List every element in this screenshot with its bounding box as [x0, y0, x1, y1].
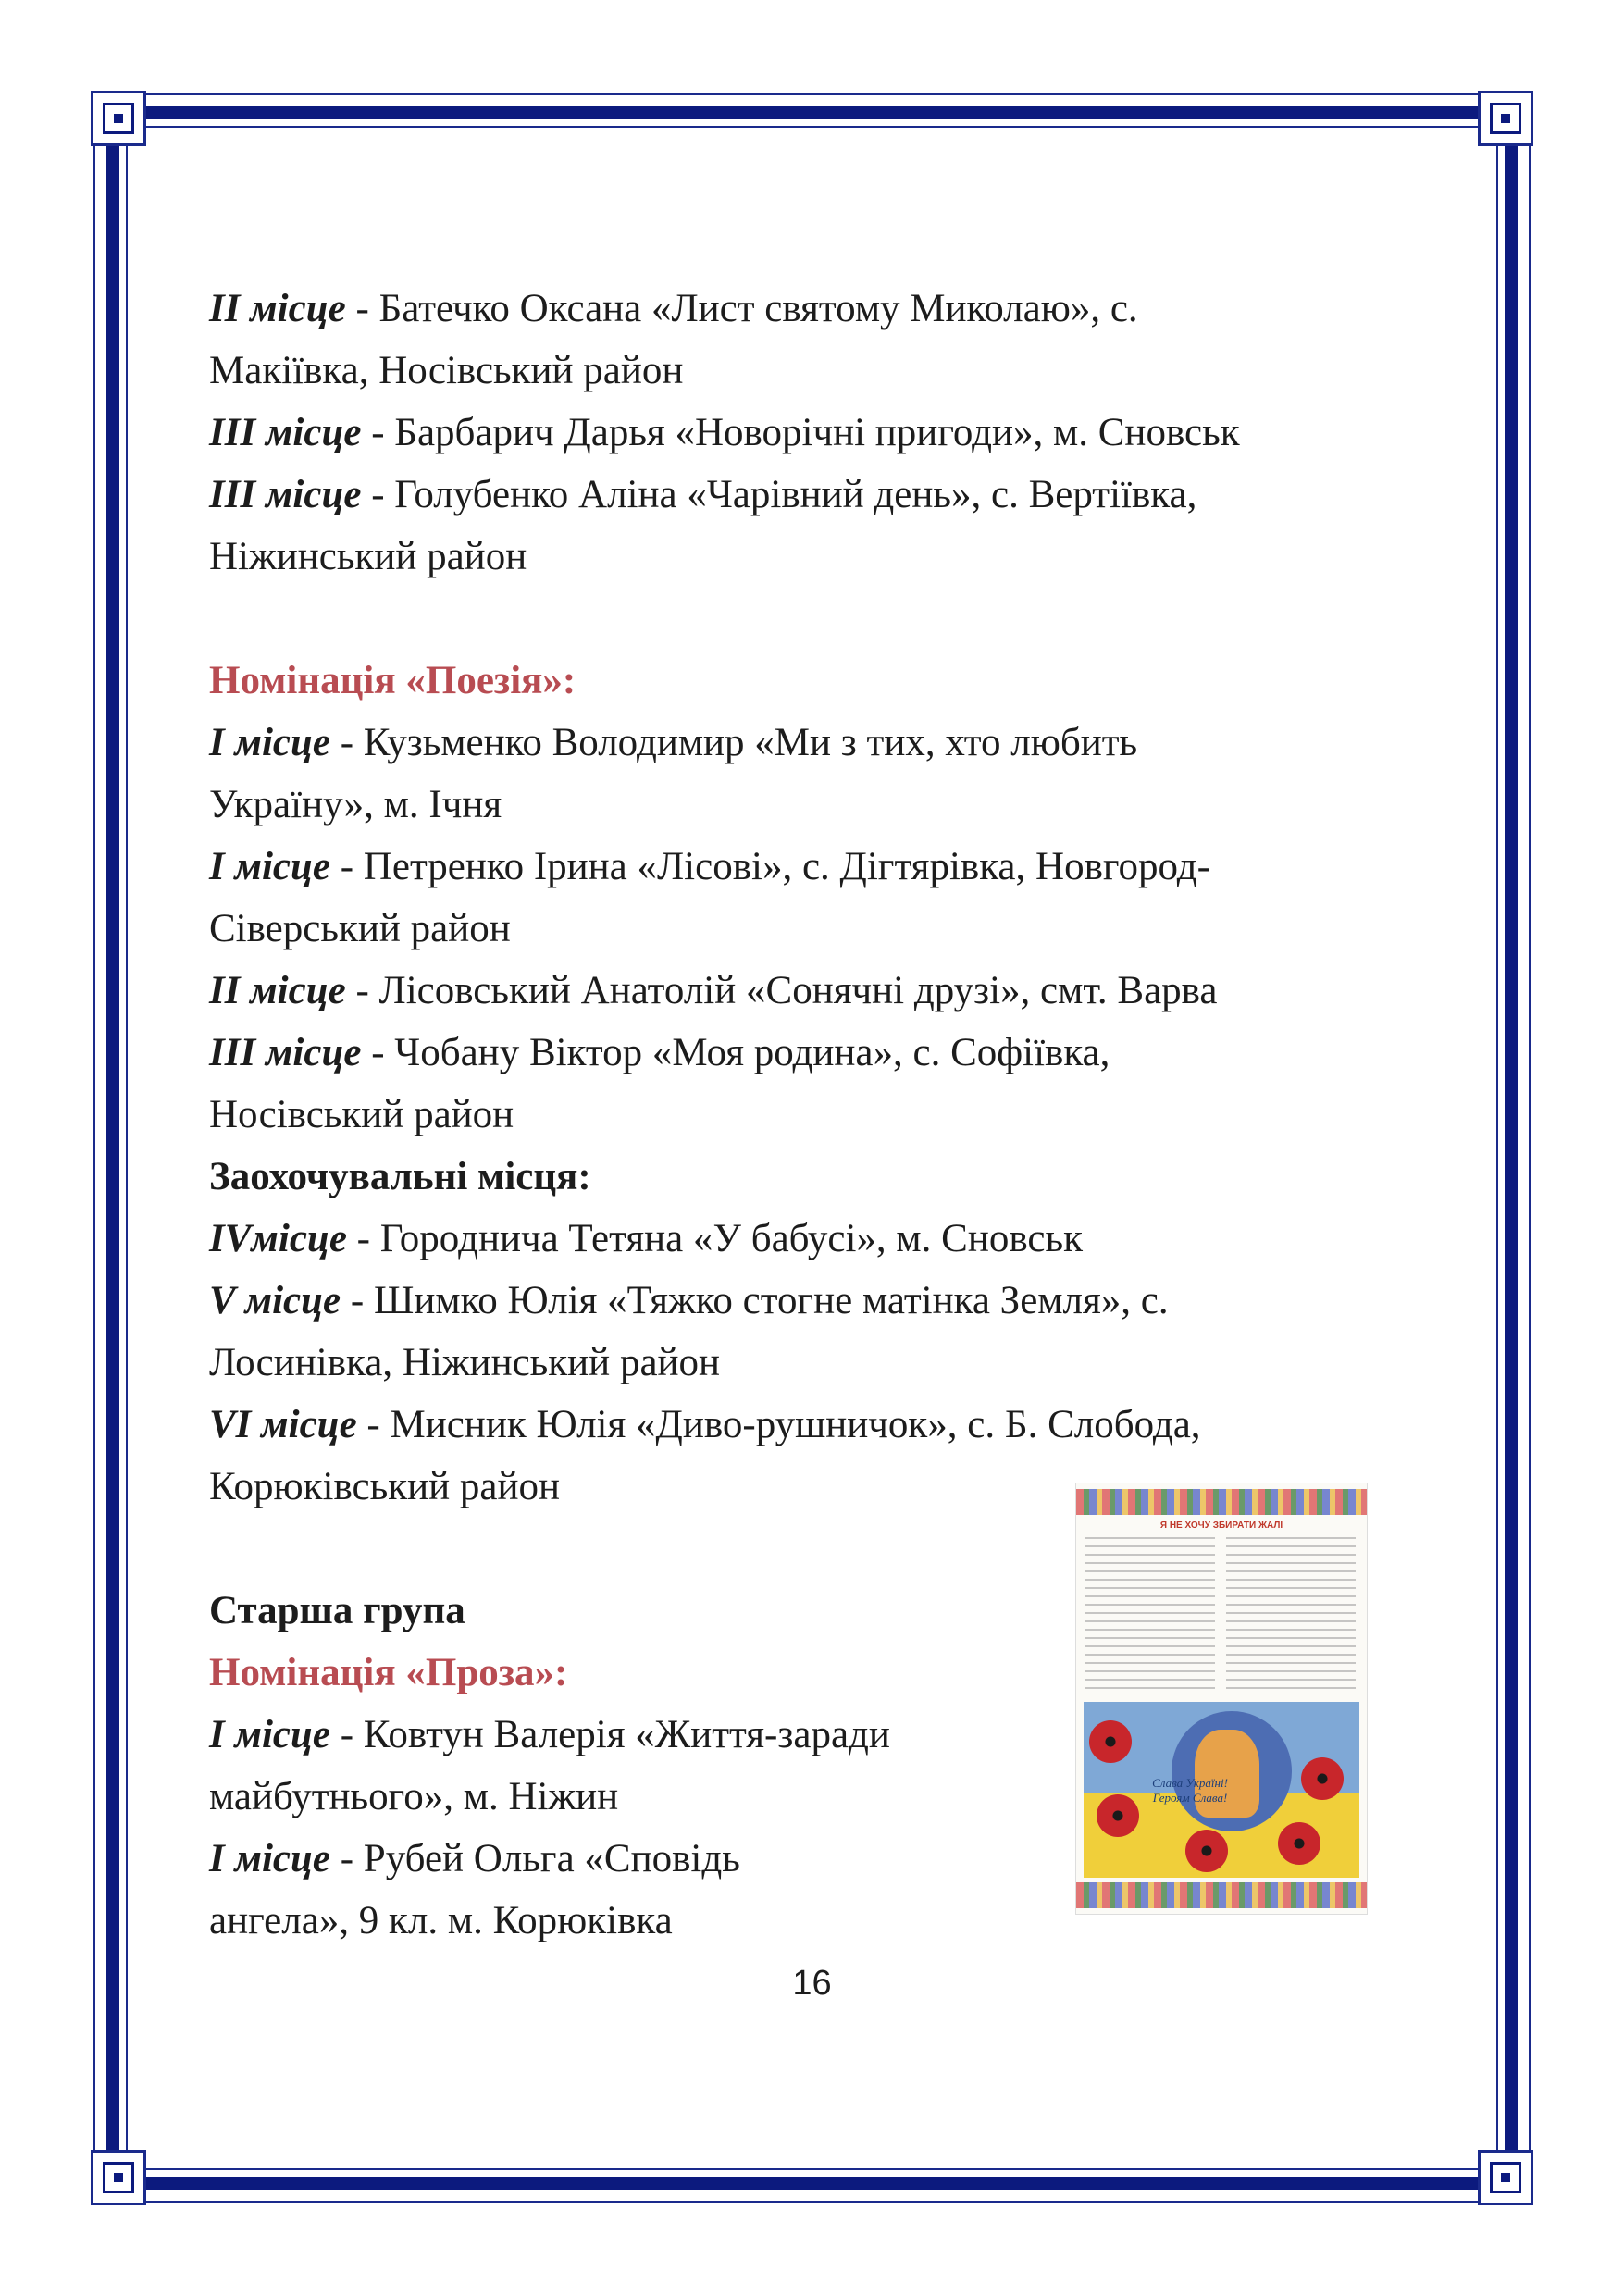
nomination-heading-poetry: Номінація «Поезія»:: [209, 659, 576, 702]
award-entry: [209, 402, 1431, 464]
entry-text: - Рубей Ольга «Сповідь: [329, 1837, 740, 1880]
award-entry: [209, 464, 1431, 526]
entry-text: Україну», м. Ічня: [209, 783, 502, 826]
floral-ornament-border: [1076, 1882, 1367, 1908]
encouraging-places-heading: Заохочувальні місця:: [209, 1155, 591, 1198]
entry-text: - Мисник Юлія «Диво-рушничок», с. Б. Слобода,: [356, 1403, 1201, 1446]
award-entry: [209, 526, 1431, 588]
painting-illustration: [1084, 1702, 1359, 1878]
place-label: ІVмісце: [209, 1217, 347, 1260]
entry-text: Лосинівка, Ніжинський район: [209, 1341, 721, 1384]
frame-corner-ornament: [1478, 2150, 1533, 2205]
poem-text-column: [1226, 1537, 1356, 1694]
place-label: І місце: [209, 845, 330, 888]
award-entry: [209, 278, 1431, 340]
entry-text: Ніжинський район: [209, 535, 527, 578]
award-entry: [209, 898, 1431, 960]
entry-text: Макіївка, Носівський район: [209, 349, 684, 392]
place-label: II місце: [209, 287, 346, 330]
spacer: [209, 588, 1431, 650]
poem-text-column: [1085, 1537, 1215, 1694]
entry-text: - Батечко Оксана «Лист святому Миколаю», с.: [345, 287, 1138, 330]
entry-text: ангела», 9 кл. м. Корюківка: [209, 1899, 673, 1942]
entry-text: - Лісовський Анатолій «Сонячні друзі», смт. Варва: [345, 969, 1218, 1012]
poppy-flower: [1089, 1720, 1132, 1763]
entry-text: Носівський район: [209, 1093, 514, 1136]
painting-slogan: Слава Україні! Героям Слава!: [1152, 1776, 1228, 1805]
place-label: ІІ місце: [209, 969, 346, 1012]
award-entry: [209, 1208, 1431, 1270]
award-entry: [209, 340, 1431, 402]
award-entry: [209, 1022, 1431, 1084]
entry-text: майбутнього», м. Ніжин: [209, 1775, 619, 1818]
entry-text: - Петренко Ірина «Лісові», с. Дігтярівка, Новгород-: [329, 845, 1210, 888]
award-entry: [209, 712, 1431, 774]
place-label: V місце: [209, 1279, 341, 1322]
entry-text: - Ковтун Валерія «Життя-заради: [329, 1713, 890, 1756]
entry-text: - Барбарич Дарья «Новорічні пригоди», м. Сновськ: [361, 411, 1240, 454]
award-entry: [209, 1270, 1431, 1332]
place-label: III місце: [209, 411, 362, 454]
award-entry: [209, 1394, 1431, 1456]
place-label: III місце: [209, 473, 362, 516]
place-label: VІ місце: [209, 1403, 357, 1446]
place-label: І місце: [209, 1713, 330, 1756]
frame-corner-ornament: [91, 2150, 146, 2205]
place-label: І місце: [209, 721, 330, 764]
nomination-heading-prose: Номінація «Проза»:: [209, 1651, 568, 1694]
entry-text: - Шимко Юлія «Тяжко стогне матінка Земля», с.: [341, 1279, 1169, 1322]
entry-text: - Городнича Тетяна «У бабусі», м. Сновськ: [346, 1217, 1083, 1260]
poppy-flower: [1185, 1830, 1228, 1872]
entry-text: Сіверський район: [209, 907, 511, 950]
poster-title: Я НЕ ХОЧУ ЗБИРАТИ ЖАЛІ: [1159, 1520, 1283, 1531]
place-label: ІІІ місце: [209, 1031, 362, 1074]
frame-corner-ornament: [1478, 91, 1533, 146]
entry-text: Корюківський район: [209, 1465, 561, 1508]
group-heading-senior: Старша група: [209, 1589, 465, 1632]
award-entry: [209, 1332, 1431, 1394]
poppy-flower: [1301, 1757, 1344, 1800]
award-entry: [209, 836, 1431, 898]
poppy-flower: [1278, 1822, 1320, 1865]
award-entry: [209, 1084, 1431, 1146]
entry-text: - Голубенко Аліна «Чарівний день», с. Вертіївка,: [361, 473, 1197, 516]
poem-poster-image: [1075, 1483, 1368, 1915]
place-label: І місце: [209, 1837, 330, 1880]
award-entry: [209, 960, 1431, 1022]
poppy-flower: [1097, 1794, 1139, 1837]
entry-text: - Чобану Віктор «Моя родина», с. Софіївка,: [361, 1031, 1110, 1074]
award-entry: [209, 774, 1431, 836]
frame-corner-ornament: [91, 91, 146, 146]
entry-text: - Кузьменко Володимир «Ми з тих, хто любить: [329, 721, 1138, 764]
floral-ornament-border: [1076, 1489, 1367, 1515]
page-number: 16: [792, 1964, 832, 2003]
